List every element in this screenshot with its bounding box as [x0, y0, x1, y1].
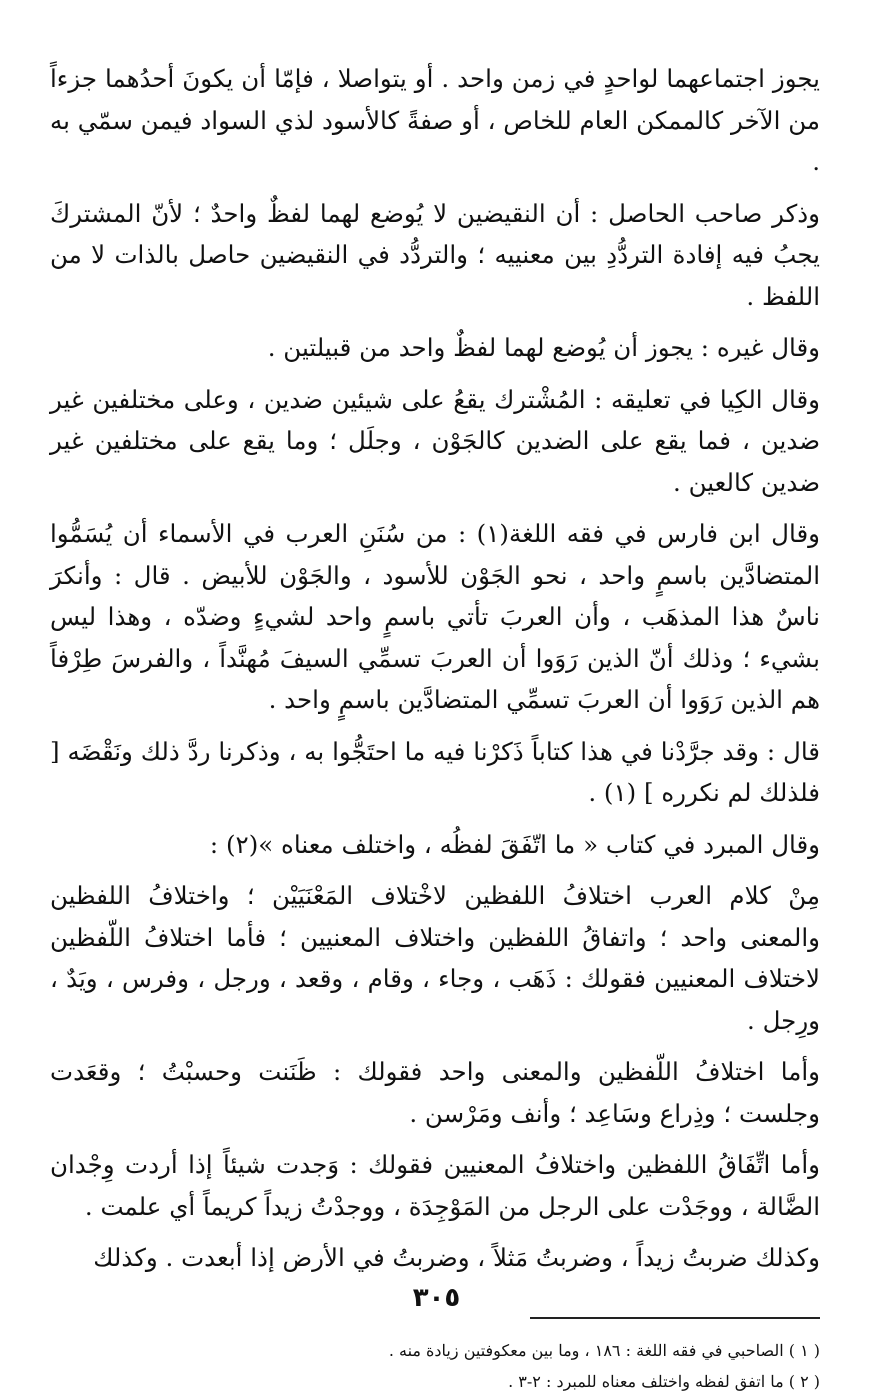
document-page — [50, 58, 820, 1397]
paragraph-8: مِنْ كلام العرب اختلافُ اللفظين لاخْتلاف المَعْنَيَيْن ؛ واختلافُ اللفظين والمعنى واحد ؛ واتفاقُ اللفظين واختلاف المعنيين ؛ فأما اختلافُ اللّفظين لاختلاف المعنيين فقولك : ذَهَب ، وجاء ، وقام ، وقعد ، ورجل ، وفرس ، ويَدٌ ، ورِجل . — [50, 881, 820, 1035]
paragraph-10: وأما اتِّفَاقُ اللفظين واختلافُ المعنيين فقولك : وَجدت شيئاً إذا أردت وِجْدان الضَّالة ، ووجَدْت على الرجل من المَوْجِدَة ، ووجدْتُ زيداً كريماً أي علمت . — [50, 1150, 820, 1221]
footnote-1: ( ١ ) الصاحبي في فقه اللغة : ١٨٦ ، وما بين معكوفتين زيادة منه . — [388, 1340, 820, 1360]
paragraph-3: وقال غيره : يجوز أن يُوضع لهما لفظٌ واحد من قبيلتين . — [267, 333, 820, 362]
footnotes — [50, 1335, 820, 1397]
paragraph-7: وقال المبرد في كتاب « ما اتّفَقَ لفظُه ، واختلف معناه »(٢) : — [209, 829, 820, 859]
footnote-separator — [530, 1317, 820, 1319]
footnote-2: ( ٢ ) ما اتفق لفظه واختلف معناه للمبرد : ٢-٣ . — [508, 1371, 820, 1391]
page-number: ٣٠٥ — [412, 1283, 461, 1313]
paragraph-11: وكذلك ضربتُ زيداً ، وضربتُ مَثلاً ، وضربتُ في الأرض إذا أبعدت . وكذلك — [93, 1243, 820, 1272]
main-text — [50, 58, 820, 1279]
paragraph-6: قال : وقد جرَّدْنا في هذا كتاباً ذَكرْنا فيه ما احتَجُّوا به ، وذكرنا ردَّ ذلك ونَقْضَه [ فلذلك لم نكرره ] (١) . — [50, 736, 820, 807]
paragraph-2: وذكر صاحب الحاصل : أن النقيضين لا يُوضع لهما لفظٌ واحدٌ ؛ لأنّ المشتركَ يجبُ فيه إفادة التردُّدِ بين معنييه ؛ والتردُّد في النقيضين حاصل بالذات لا من اللفظ . — [50, 198, 820, 311]
paragraph-1: يجوز اجتماعهما لواحدٍ في زمن واحد . أو يتواصلا ، فإمّا أن يكونَ أحدُهما جزءاً من الآخر كالممكن العام للخاص ، أو صفةً كالأسود لذي السواد فيمن سمّي به . — [50, 64, 820, 176]
paragraph-9: وأما اختلافُ اللّفظين والمعنى واحد فقولك : ظَنَنت وحسبْتُ ؛ وقعَدت وجلست ؛ وذِراع وسَاعِد ؛ وأنف ومَرْسن . — [50, 1057, 820, 1128]
paragraph-5: وقال ابن فارس في فقه اللغة(١) : من سُنَنِ العرب في الأسماء أن يُسَمُّوا المتضادَّين باسمٍ واحد ، نحو الجَوْن للأسود ، والجَوْن للأبيض . قال : وأنكرَ ناسٌ هذا المذهَب ، وأن العربَ تأتي باسمٍ واحد لشيءٍ وضدّه ، وهذا ليس بشيء ؛ وذلك أنّ الذين رَوَوا أن العربَ تسمِّي السيفَ مُهنَّداً ، والفرسَ طِرْفاً هم الذين رَوَوا أن العربَ تسمِّي المتضادَّين باسمٍ واحد . — [50, 519, 820, 714]
paragraph-4: وقال الكِيا في تعليقه : المُشْترك يقعُ على شيئين ضدين ، وعلى مختلفين غير ضدين ، فما يقع على الضدين كالجَوْن ، وجلَل ؛ وما يقع على مختلفين غير ضدين كالعين . — [50, 384, 820, 497]
